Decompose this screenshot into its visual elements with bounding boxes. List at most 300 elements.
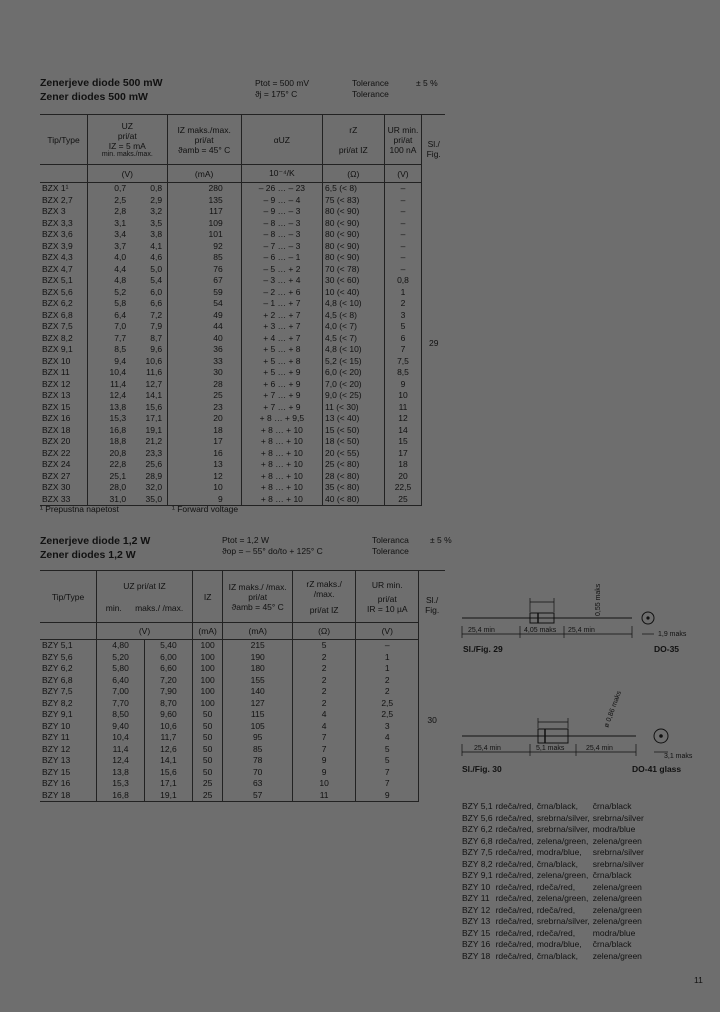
cell-rz: 7	[293, 744, 356, 756]
cell-ur: 22,5	[384, 482, 422, 494]
color-band-2: srebrna/silver,	[536, 824, 590, 834]
list-item	[462, 836, 647, 848]
cell-type: BZX 18	[42, 424, 71, 435]
cell-izmax: 109	[167, 218, 241, 230]
color-band-3: zelena/green	[592, 950, 642, 961]
cell-rz: 7	[293, 732, 356, 744]
list-item	[462, 813, 647, 825]
cell-uz	[88, 183, 167, 195]
cell-rz: 25 (< 80)	[323, 459, 385, 471]
section1-ptot: Ptot = 500 mV	[255, 78, 310, 88]
table-row	[40, 195, 445, 207]
fig30-dim2: 5,1 maks	[536, 745, 565, 752]
cell-alpha: – 3 … + 4	[241, 275, 322, 287]
cell-ur: 11	[384, 402, 422, 414]
cell-uz	[88, 287, 167, 299]
color-band-1: rdeča/red,	[495, 847, 534, 857]
cell-type: BZX 13	[42, 390, 71, 400]
table-row	[40, 709, 445, 721]
fig30-package: DO-41 glass	[632, 764, 682, 774]
cell-ur: 20	[384, 471, 422, 483]
color-band-1: rdeča/red,	[495, 939, 534, 949]
cell-uz-max: 6,60	[145, 663, 193, 675]
color-type: BZY 5,1	[462, 801, 493, 811]
cell-ur: –	[384, 264, 422, 276]
cell-alpha: + 8 … + 9,5	[241, 413, 322, 425]
col2-header-ur: UR min. pri/at IR = 10 µA	[356, 571, 419, 623]
col-header-alpha: αUZ	[241, 115, 322, 165]
cell-uz-min: 31,0	[109, 493, 127, 504]
color-band-1: rdeča/red,	[495, 916, 534, 926]
col2-header-fig: Sl./ Fig.	[419, 571, 445, 640]
cell-alpha: + 8 … + 10	[241, 494, 322, 506]
fig30-dim4: 3,1 maks	[664, 753, 693, 760]
cell-uz-max: 23,3	[145, 447, 163, 458]
cell-uz-max: 19,1	[145, 424, 163, 435]
cell-fig: 30	[419, 640, 445, 802]
cell-izmax: 23	[167, 402, 241, 414]
cell-ur: 0,8	[384, 275, 422, 287]
cell-ur: 25	[384, 494, 422, 506]
cell-type: BZY 12	[42, 743, 71, 754]
fig29-dim5: 0,55 maks	[595, 583, 602, 616]
cell-ur: 7	[356, 778, 419, 790]
cell-iz: 50	[192, 755, 222, 767]
cell-uz-min: 28,0	[109, 482, 127, 492]
list-item	[462, 893, 647, 905]
cell-uz-max: 32,0	[145, 482, 163, 492]
col-header-fig: Sl./ Fig.	[422, 115, 445, 183]
cell-izmax: 190	[223, 652, 293, 664]
cell-izmax: 49	[167, 310, 241, 322]
color-band-2: zelena/green,	[536, 893, 589, 903]
fig30-dim3: 25,4 min	[586, 745, 613, 752]
cell-type: BZX 10	[42, 355, 71, 366]
color-band-2: srebrna/silver,	[536, 916, 590, 926]
cell-izmax: 30	[167, 367, 241, 379]
cell-iz: 100	[192, 663, 222, 675]
section2-tolerance-value: ± 5 %	[430, 535, 452, 545]
cell-uz-min: 18,8	[109, 436, 127, 446]
cell-uz-max: 15,6	[145, 767, 193, 779]
col2-header-uz: UZ pri/at IZ min. maks./ /max.	[97, 571, 193, 623]
table-row	[40, 436, 445, 448]
cell-ur: 1	[356, 663, 419, 675]
cell-uz-max: 8,70	[145, 698, 193, 710]
cell-rz: 28 (< 80)	[323, 471, 385, 483]
cell-izmax: 25	[167, 390, 241, 402]
col-header-type: Tip/Type	[40, 115, 88, 165]
color-band-1: rdeča/red,	[495, 904, 534, 915]
cell-uz-max: 6,00	[145, 652, 193, 664]
color-band-1: rdeča/red,	[495, 870, 534, 880]
cell-ur: –	[384, 229, 422, 241]
cell-iz: 100	[192, 675, 222, 687]
cell-uz-min: 7,0	[114, 321, 127, 331]
table-row	[40, 675, 445, 687]
color-type: BZY 6,8	[462, 835, 493, 846]
cell-alpha: – 2 … + 6	[241, 287, 322, 299]
cell-alpha: – 9 … – 4	[241, 195, 322, 207]
cell-type: BZX 3,9	[42, 240, 73, 251]
cell-uz-max: 25,6	[145, 459, 163, 469]
section1-tolerance-value: ± 5 %	[416, 78, 438, 88]
cell-type: BZX 2,7	[42, 194, 73, 205]
cell-alpha: – 9 … – 3	[241, 206, 322, 218]
cell-type: BZX 7,5	[42, 321, 73, 331]
cell-izmax: 40	[167, 333, 241, 345]
cell-iz: 50	[192, 709, 222, 721]
cell-rz: 75 (< 83)	[323, 195, 385, 207]
color-band-2: zelena/green,	[536, 870, 589, 880]
cell-rz: 35 (< 80)	[323, 482, 385, 494]
cell-iz: 100	[192, 686, 222, 698]
col-header-rz: rZ pri/at IZ	[323, 115, 385, 165]
cell-uz-min: 8,50	[97, 709, 145, 721]
cell-rz: 80 (< 90)	[323, 206, 385, 218]
cell-ur: 18	[384, 459, 422, 471]
cell-type: BZY 18	[40, 790, 97, 802]
cell-ur: 3	[356, 721, 419, 733]
cell-rz: 2	[293, 686, 356, 698]
color-band-2: črna/black,	[536, 950, 578, 961]
table-row	[40, 482, 445, 494]
cell-iz: 100	[192, 652, 222, 664]
cell-ur: –	[356, 640, 419, 652]
cell-alpha: – 7 … – 3	[241, 241, 322, 253]
color-type: BZY 10	[462, 881, 491, 892]
cell-rz: 80 (< 90)	[323, 218, 385, 230]
cell-alpha: + 8 … + 10	[241, 448, 322, 460]
cell-rz: 9	[293, 767, 356, 779]
color-type: BZY 8,2	[462, 858, 493, 869]
color-type: BZY 9,1	[462, 870, 493, 880]
cell-alpha: + 8 … + 10	[241, 459, 322, 471]
cell-type: BZX 4,7	[42, 263, 73, 274]
cell-uz-min: 12,4	[97, 755, 145, 767]
table-row	[40, 640, 445, 652]
cell-izmax: 101	[167, 229, 241, 241]
cell-type: BZX 8,2	[42, 332, 73, 343]
cell-ur: 7,5	[384, 356, 422, 368]
cell-ur: –	[384, 252, 422, 264]
table-row	[40, 287, 445, 299]
cell-uz-min: 10,4	[109, 367, 127, 377]
cell-rz: 30 (< 60)	[323, 275, 385, 287]
fig29-dim1: 25,4 min	[468, 627, 495, 634]
table-row	[40, 790, 445, 802]
cell-rz: 7,0 (< 20)	[323, 379, 385, 391]
table-row	[40, 732, 445, 744]
cell-rz: 5	[293, 640, 356, 652]
cell-rz: 18 (< 50)	[323, 436, 385, 448]
cell-uz-min: 6,40	[97, 675, 145, 687]
unit-ur: (V)	[384, 165, 422, 183]
color-band-1: rdeča/red,	[495, 812, 534, 823]
cell-uz-max: 21,2	[145, 436, 163, 446]
list-item	[462, 928, 647, 940]
color-band-2: rdeča/red,	[536, 927, 576, 938]
section2-tolerance-label-si: Toleranca	[372, 535, 409, 545]
table-row	[40, 698, 445, 710]
cell-uz-max: 4,1	[150, 240, 163, 251]
cell-uz	[88, 264, 167, 276]
cell-type: BZX 33	[40, 494, 88, 506]
color-type: BZY 16	[462, 939, 491, 949]
cell-uz-max: 12,7	[145, 378, 163, 389]
list-item	[462, 916, 647, 928]
cell-ur: 5	[356, 744, 419, 756]
cell-uz	[88, 356, 167, 368]
cell-izmax: 9	[167, 494, 241, 506]
cell-uz	[88, 471, 167, 483]
cell-uz-max: 7,2	[150, 309, 163, 320]
table-row	[40, 402, 445, 414]
cell-uz	[88, 413, 167, 425]
cell-rz: 80 (< 90)	[323, 252, 385, 264]
cell-ur: 5	[356, 755, 419, 767]
color-band-1: rdeča/red,	[495, 801, 534, 811]
unit2-iz: (mA)	[192, 623, 222, 640]
cell-ur: 12	[384, 413, 422, 425]
cell-rz: 9	[293, 755, 356, 767]
cell-ur: 2,5	[356, 698, 419, 710]
cell-izmax: 280	[167, 183, 241, 195]
cell-type: BZX 6,2	[42, 298, 73, 308]
cell-uz-min: 3,7	[114, 240, 127, 251]
list-item	[462, 847, 647, 859]
cell-izmax: 36	[167, 344, 241, 356]
cell-uz	[88, 206, 167, 218]
fig29-label: Sl./Fig. 29	[463, 644, 503, 654]
table-row	[40, 356, 445, 368]
cell-type: BZX 12	[42, 378, 71, 389]
cell-type: BZX 1¹	[42, 183, 69, 193]
cell-alpha: + 5 … + 8	[241, 344, 322, 356]
cell-ur: 9	[356, 790, 419, 802]
section1-title-en: Zener diodes 500 mW	[40, 91, 148, 103]
cell-uz	[88, 310, 167, 322]
cell-uz	[88, 390, 167, 402]
table-row	[40, 459, 445, 471]
table-row	[40, 321, 445, 333]
table-row	[40, 471, 445, 483]
cell-uz	[88, 298, 167, 310]
color-band-2: rdeča/red,	[536, 881, 576, 892]
cell-izmax: 44	[167, 321, 241, 333]
cell-alpha: – 8 … – 3	[241, 229, 322, 241]
fig30-dim5: ø 0,86 maks	[603, 690, 624, 729]
color-type: BZY 7,5	[462, 847, 493, 857]
color-band-3: srebrna/silver	[592, 847, 644, 857]
cell-type: BZY 11	[42, 732, 70, 742]
color-band-3: črna/black	[592, 939, 632, 949]
cell-uz-max: 2,9	[150, 194, 163, 205]
cell-alpha: – 1 … + 7	[241, 298, 322, 310]
cell-ur: 2	[384, 298, 422, 310]
cell-rz: 4,8 (< 10)	[323, 344, 385, 356]
cell-rz: 5,2 (< 15)	[323, 356, 385, 368]
cell-uz-max: 3,8	[150, 229, 163, 239]
cell-iz: 50	[192, 744, 222, 756]
cell-uz-max: 14,1	[145, 390, 163, 400]
table-row	[40, 298, 445, 310]
cell-uz-max: 9,60	[145, 709, 193, 721]
cell-iz: 100	[192, 640, 222, 652]
cell-uz	[88, 402, 167, 414]
cell-type: BZX 5,1	[42, 275, 73, 285]
table-row	[40, 333, 445, 345]
cell-uz-min: 5,80	[97, 663, 145, 675]
cell-uz-min: 16,8	[97, 790, 145, 802]
cell-uz-min: 8,5	[114, 344, 127, 354]
cell-rz: 11	[293, 790, 356, 802]
cell-rz: 2	[293, 698, 356, 710]
list-item	[462, 801, 647, 813]
cell-izmax: 85	[167, 252, 241, 264]
cell-type: BZX 27	[42, 470, 71, 481]
cell-izmax: 59	[167, 287, 241, 299]
table-row	[40, 686, 445, 698]
color-band-3: zelena/green	[592, 893, 642, 903]
unit-uz: (V)	[88, 165, 167, 183]
cell-type: BZX 30	[42, 482, 71, 492]
cell-uz-max: 12,6	[145, 744, 193, 756]
cell-uz-min: 3,1	[114, 217, 127, 228]
cell-rz: 4,0 (< 7)	[323, 321, 385, 333]
color-code-table	[462, 801, 647, 962]
footnote-en: ¹ Forward voltage	[172, 504, 239, 514]
cell-izmax: 117	[167, 206, 241, 218]
cell-rz: 80 (< 90)	[323, 229, 385, 241]
cell-uz-min: 15,3	[97, 778, 145, 790]
cell-ur: –	[384, 195, 422, 207]
cell-izmax: 12	[167, 471, 241, 483]
unit2-uz: (V)	[97, 623, 193, 640]
color-band-2: modra/blue,	[536, 939, 582, 949]
color-band-2: modra/blue,	[536, 847, 582, 857]
cell-type: BZX 6,8	[42, 309, 73, 320]
color-band-3: srebrna/silver	[592, 812, 644, 823]
cell-uz-min: 7,70	[97, 698, 145, 710]
cell-izmax: 95	[223, 732, 293, 744]
cell-type: BZX 20	[42, 436, 71, 446]
table-row	[40, 425, 445, 437]
cell-ur: 17	[384, 448, 422, 460]
table-row	[40, 344, 445, 356]
table-row	[40, 310, 445, 322]
cell-uz-min: 4,4	[114, 263, 127, 274]
cell-type: BZX 3	[42, 206, 66, 216]
color-type: BZY 15	[462, 927, 491, 938]
cell-uz-min: 15,3	[109, 413, 127, 423]
color-band-3: srebrna/silver	[592, 858, 644, 869]
cell-uz-max: 14,1	[145, 755, 193, 767]
cell-izmax: 10	[167, 482, 241, 494]
cell-alpha: – 8 … – 3	[241, 218, 322, 230]
list-item	[462, 905, 647, 917]
cell-alpha: – 6 … – 1	[241, 252, 322, 264]
cell-izmax: 76	[167, 264, 241, 276]
color-band-3: črna/black	[592, 801, 632, 811]
cell-ur: 1	[384, 287, 422, 299]
page-number: 11	[694, 975, 703, 985]
cell-uz-max: 9,6	[150, 344, 163, 354]
col-header-ur: UR min. pri/at 100 nA	[384, 115, 422, 165]
unit2-rz: (Ω)	[293, 623, 356, 640]
unit-alpha: 10⁻⁴/K	[241, 165, 322, 183]
cell-izmax: 115	[223, 709, 293, 721]
fig29-dim4: 1,9 maks	[658, 631, 687, 638]
cell-ur: 7	[384, 344, 422, 356]
cell-uz-min: 13,8	[97, 767, 145, 779]
cell-ur: 15	[384, 436, 422, 448]
cell-ur: 2	[356, 675, 419, 687]
cell-uz-min: 25,1	[109, 470, 127, 481]
cell-rz: 2	[293, 663, 356, 675]
cell-izmax: 70	[223, 767, 293, 779]
cell-type: BZX 11	[42, 367, 70, 377]
table-row	[40, 275, 445, 287]
cell-uz-max: 3,5	[150, 217, 163, 228]
cell-uz-min: 5,2	[114, 286, 127, 297]
cell-uz-max: 5,0	[150, 263, 163, 274]
cell-uz-max: 0,8	[150, 183, 163, 193]
cell-alpha: + 5 … + 8	[241, 356, 322, 368]
color-band-1: rdeča/red,	[495, 927, 534, 938]
color-band-1: rdeča/red,	[495, 824, 534, 834]
cell-izmax: 13	[167, 459, 241, 471]
color-band-3: črna/black	[592, 870, 632, 880]
cell-uz	[88, 229, 167, 241]
cell-izmax: 78	[223, 755, 293, 767]
cell-alpha: + 8 … + 10	[241, 471, 322, 483]
cell-ur: 5	[384, 321, 422, 333]
table-row	[40, 767, 445, 779]
cell-izmax: 17	[167, 436, 241, 448]
cell-izmax: 28	[167, 379, 241, 391]
list-item	[462, 859, 647, 871]
cell-alpha: + 7 … + 9	[241, 402, 322, 414]
cell-type: BZX 16	[42, 413, 71, 423]
zener-500mw-rows	[40, 183, 445, 506]
cell-izmax: 215	[223, 640, 293, 652]
cell-rz: 4	[293, 721, 356, 733]
fig29-drawing	[458, 582, 698, 682]
table-row	[40, 663, 445, 675]
cell-type: BZY 16	[42, 778, 71, 788]
cell-uz-min: 22,8	[109, 459, 127, 469]
fig30-drawing	[458, 684, 698, 784]
cell-type: BZX 5,6	[42, 286, 73, 297]
color-band-3: modra/blue	[592, 927, 636, 938]
cell-alpha: – 26 … – 23	[241, 183, 322, 195]
cell-uz-min: 11,4	[97, 744, 145, 756]
col-header-izmax: IZ maks./max. pri/at ϑamb = 45° C	[167, 115, 241, 165]
cell-uz-max: 28,9	[145, 470, 163, 481]
section2-title-en: Zener diodes 1,2 W	[40, 549, 136, 561]
cell-izmax: 85	[223, 744, 293, 756]
cell-uz-max: 11,6	[146, 367, 163, 377]
section1-title-si: Zenerjeve diode 500 mW	[40, 77, 163, 89]
table-row	[40, 241, 445, 253]
cell-iz: 25	[192, 778, 222, 790]
table-row	[40, 721, 445, 733]
cell-type: BZX 15	[42, 401, 71, 412]
color-band-3: zelena/green	[592, 916, 642, 926]
cell-uz	[88, 379, 167, 391]
col2-header-rz: rZ maks./ /max. pri/at IZ	[293, 571, 356, 623]
